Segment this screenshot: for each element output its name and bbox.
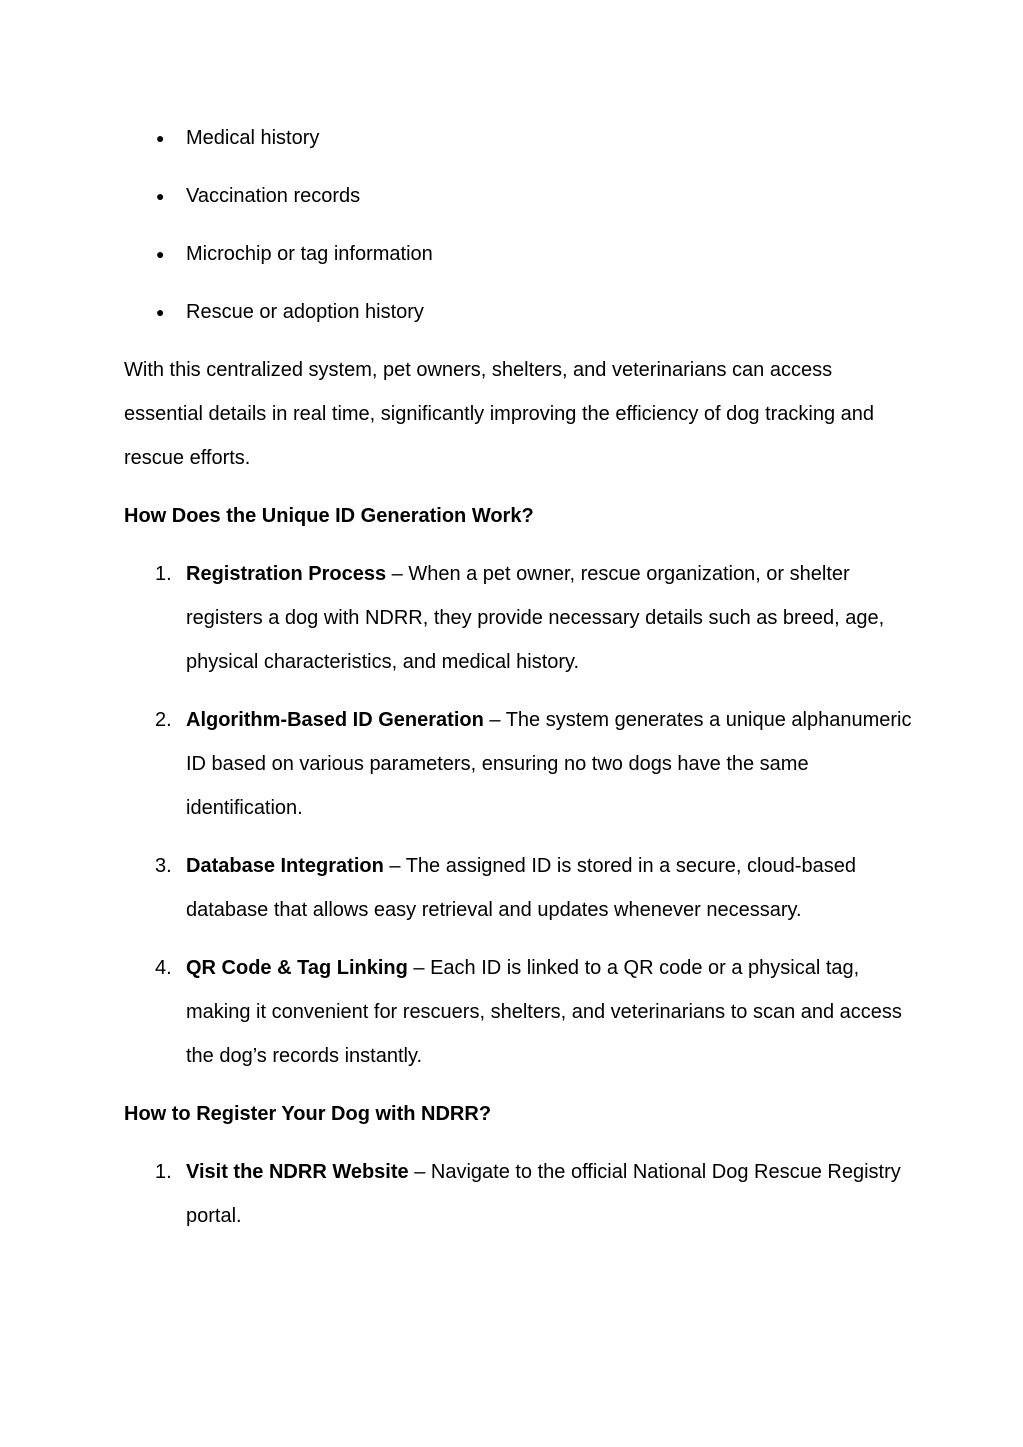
list-item: ● Microchip or tag information — [124, 232, 914, 276]
step-term: Algorithm-Based ID Generation — [186, 709, 484, 731]
id-generation-steps — [124, 552, 914, 1078]
step-text: – Navigate to the official National Dog Rescue Registry portal. — [186, 1161, 901, 1227]
record-types-list — [124, 116, 914, 334]
step-term: Visit the NDRR Website — [186, 1161, 409, 1183]
bullet-icon: ● — [156, 130, 165, 146]
step-item — [124, 1150, 914, 1238]
step-number: 4. — [155, 957, 172, 979]
bullet-icon: ● — [156, 304, 165, 320]
list-item: ● Medical history — [124, 116, 914, 160]
section-heading-register: How to Register Your Dog with NDRR? — [124, 1103, 492, 1125]
step-item — [124, 552, 914, 684]
register-steps — [124, 1150, 914, 1238]
step-number: 2. — [155, 709, 172, 731]
step-item — [124, 946, 914, 1078]
step-term: Database Integration — [186, 855, 384, 877]
list-item: ● Rescue or adoption history — [124, 290, 914, 334]
step-item — [124, 844, 914, 932]
bullet-icon: ● — [156, 188, 165, 204]
step-text: – When a pet owner, rescue organization, or shelter registers a dog with NDRR, they provide necessary details such as breed, age, physical characteristics, and medical history. — [186, 563, 885, 673]
list-item: ● Vaccination records — [124, 174, 914, 218]
step-term: QR Code & Tag Linking — [186, 957, 408, 979]
section-heading-id-generation: How Does the Unique ID Generation Work? — [124, 505, 534, 527]
step-term: Registration Process — [186, 563, 387, 585]
step-text: – The assigned ID is stored in a secure, cloud-based database that allows easy retrieval and updates whenever necessary. — [186, 855, 856, 921]
step-number: 1. — [155, 1161, 172, 1183]
body-paragraph: With this centralized system, pet owners, shelters, and veterinarians can access essential details in real time, significantly improving the efficiency of dog tracking and rescue efforts. — [124, 359, 875, 469]
step-number: 3. — [155, 855, 172, 877]
step-text: – The system generates a unique alphanumeric ID based on various parameters, ensuring no two dogs have the same identification. — [186, 709, 912, 819]
step-item — [124, 698, 914, 830]
step-text: – Each ID is linked to a QR code or a physical tag, making it convenient for rescuers, shelters, and veterinarians to scan and access the dog’s records instantly. — [186, 957, 902, 1067]
step-number: 1. — [155, 563, 172, 585]
bullet-icon: ● — [156, 246, 165, 262]
document-content — [124, 116, 914, 1252]
